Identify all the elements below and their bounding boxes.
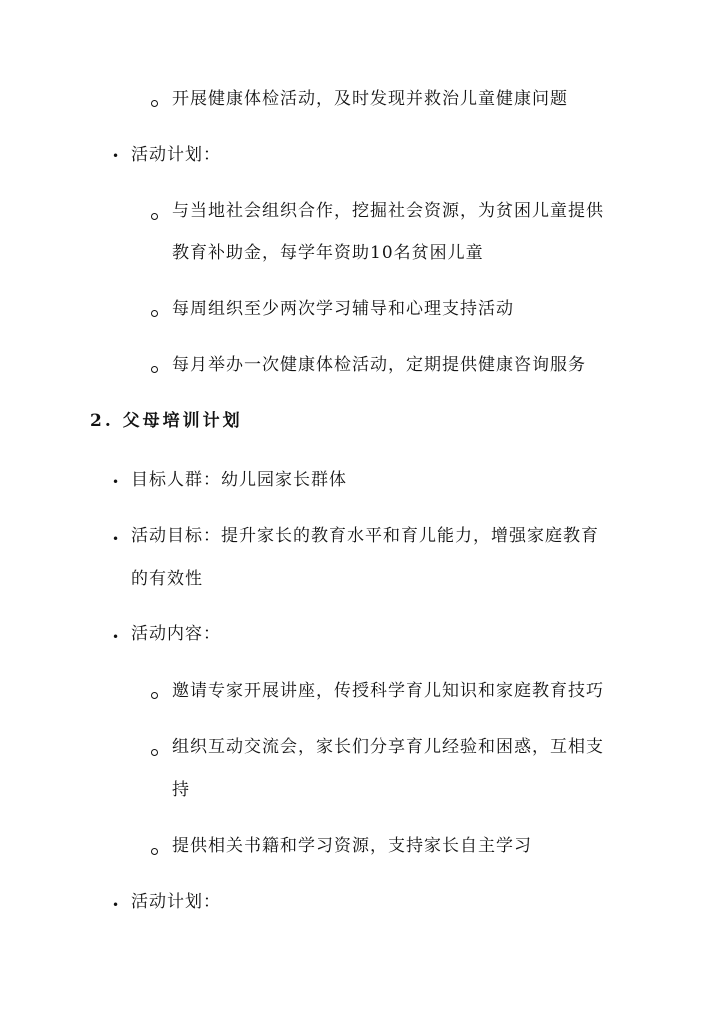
content-item-2-line2: 持 — [172, 780, 190, 800]
content-item-2-line1: 组织互动交流会，家长们分享育儿经验和困惑，互相支 — [172, 737, 604, 757]
sub-bullet-circle — [151, 310, 158, 317]
sub-bullet-circle — [151, 100, 158, 107]
activity-goal-line1: 活动目标：提升家长的教育水平和育儿能力，增强家庭教育 — [131, 526, 599, 546]
section-heading-parent-training: 2. 父母培训计划 — [90, 411, 243, 431]
sub-bullet-circle — [151, 749, 158, 756]
activity-plan-label: 活动计划： — [131, 145, 221, 165]
activity-plan-label-2: 活动计划： — [131, 892, 221, 912]
bullet-dot: • — [112, 630, 120, 644]
bullet-dot: • — [112, 475, 120, 489]
content-item-health-check: 开展健康体检活动，及时发现并救治儿童健康问题 — [172, 89, 568, 109]
activity-content-label: 活动内容： — [131, 624, 221, 644]
bullet-dot: • — [112, 149, 120, 163]
sub-bullet-circle — [151, 848, 158, 855]
bullet-dot: • — [112, 898, 120, 912]
plan-item-1-line2: 教育补助金，每学年资助10名贫困儿童 — [172, 243, 484, 263]
bullet-dot: • — [112, 532, 120, 546]
content-item-1: 邀请专家开展讲座，传授科学育儿知识和家庭教育技巧 — [172, 681, 604, 701]
activity-goal-line2: 的有效性 — [131, 569, 203, 589]
plan-item-2: 每周组织至少两次学习辅导和心理支持活动 — [172, 299, 514, 319]
plan-item-3: 每月举办一次健康体检活动，定期提供健康咨询服务 — [172, 355, 586, 375]
content-item-3: 提供相关书籍和学习资源，支持家长自主学习 — [172, 836, 532, 856]
plan-item-1-line1: 与当地社会组织合作，挖掘社会资源，为贫困儿童提供 — [172, 201, 604, 221]
sub-bullet-circle — [151, 213, 158, 220]
target-group: 目标人群：幼儿园家长群体 — [131, 470, 347, 490]
sub-bullet-circle — [151, 366, 158, 373]
sub-bullet-circle — [151, 692, 158, 699]
